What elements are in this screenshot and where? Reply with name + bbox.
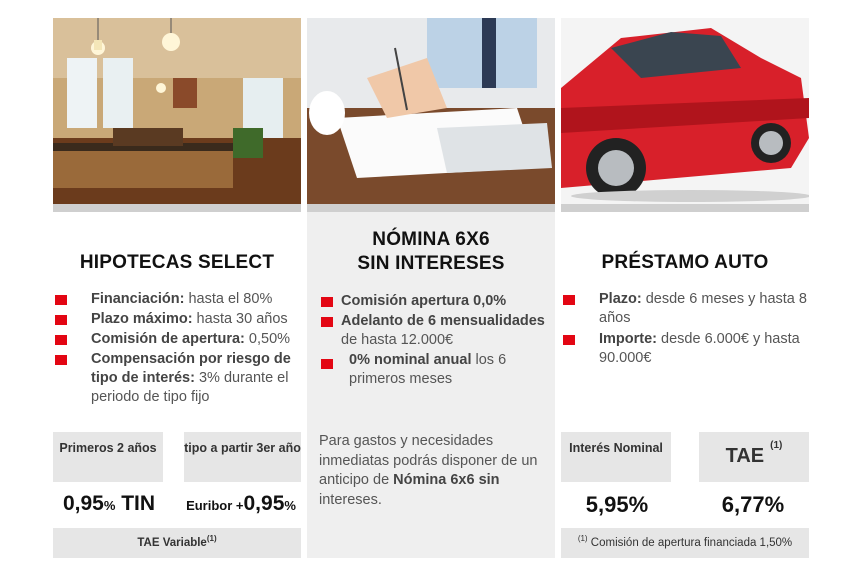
interes-nominal-value: 5,95% xyxy=(585,492,649,517)
list-item: Plazo máximo: hasta 30 años xyxy=(53,310,303,329)
nomina-description: Para gastos y necesidades inmediatas podrás disponer de un anticipo de Nómina 6x6 sin intereses. xyxy=(319,433,538,508)
bullet-square-icon xyxy=(563,335,575,345)
list-item: Adelanto de 6 mensualidades de hasta 12.000€ xyxy=(319,312,555,350)
bullet-square-icon xyxy=(563,295,575,305)
nomina-title-line1: NÓMINA 6X6 xyxy=(372,229,490,250)
bullet-square-icon xyxy=(321,317,333,327)
tae-value: 6,77% xyxy=(721,492,785,517)
list-item: Compensación por riesgo de tipo de interés: 3% durante el periodo de tipo fijo xyxy=(53,350,303,407)
auto-card xyxy=(561,18,809,558)
list-item: Plazo: desde 6 meses y hasta 8 años xyxy=(561,290,809,328)
tae-label: TAE $^{(1)}$ xyxy=(699,432,809,482)
interes-nominal-label: Interés Nominal xyxy=(561,432,671,482)
hipotecas-features xyxy=(53,290,303,408)
list-item: Comisión de apertura: 0,50% xyxy=(53,330,303,349)
rate-value-tin: 0,95% TIN xyxy=(62,492,156,515)
list-item: Comisión apertura 0,0% xyxy=(319,292,555,311)
signing-photo xyxy=(307,18,555,204)
hipotecas-card xyxy=(53,18,301,558)
bullet-square-icon xyxy=(55,295,67,305)
bullet-square-icon xyxy=(55,355,67,365)
bullet-square-icon xyxy=(55,315,67,325)
rate-label-from-third-year: tipo a partir 3er año xyxy=(184,432,301,482)
nomina-card xyxy=(307,18,555,558)
auto-footer-note: $^{(1)}$ Comisión de apertura financiada 1,50% xyxy=(561,528,809,558)
list-item: Financiación: hasta el 80% xyxy=(53,290,303,309)
rate-label-first-years: Primeros 2 años xyxy=(53,432,163,482)
photo-divider xyxy=(53,204,301,212)
tae-variable-footer: TAE Variable$^{(1)}$ xyxy=(53,528,301,558)
list-item: Importe: desde 6.000€ y hasta 90.000€ xyxy=(561,330,809,368)
bullet-square-icon xyxy=(55,335,67,345)
auto-features xyxy=(561,290,809,369)
hipotecas-title: HIPOTECAS SELECT xyxy=(79,252,275,273)
nomina-features xyxy=(319,292,555,390)
photo-divider xyxy=(307,204,555,212)
list-item: 0% nominal anual los 6 primeros meses xyxy=(319,351,555,389)
auto-title: PRÉSTAMO AUTO xyxy=(601,252,769,273)
bullet-square-icon xyxy=(321,359,333,369)
photo-divider xyxy=(561,204,809,212)
bullet-square-icon xyxy=(321,297,333,307)
car-photo xyxy=(561,18,809,204)
kitchen-photo xyxy=(53,18,301,204)
nomina-title-line2: SIN INTERESES xyxy=(357,253,505,274)
rate-value-euribor: Euribor +0,95% xyxy=(186,492,296,515)
